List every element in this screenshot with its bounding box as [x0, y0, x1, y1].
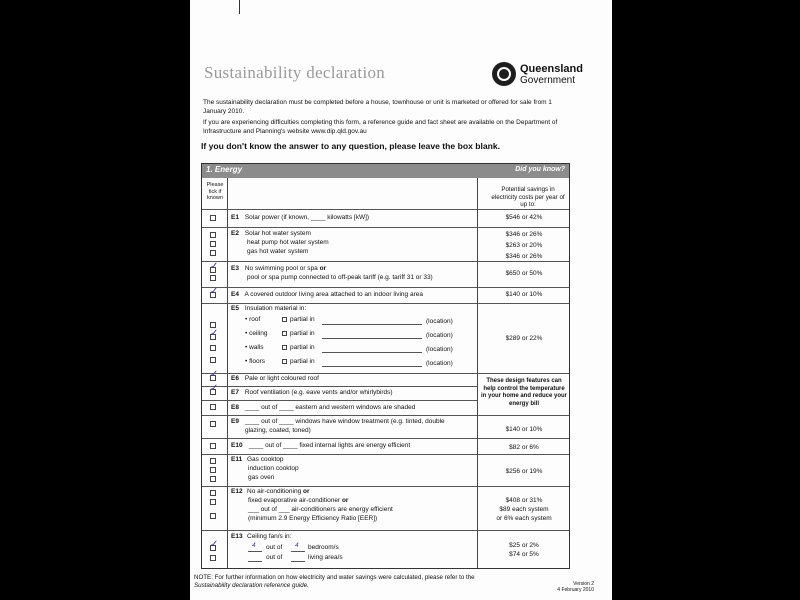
scan-mark	[239, 0, 240, 14]
e5-roof-label: • roof	[245, 316, 261, 323]
e5-saving: $289 or 22%	[505, 335, 543, 342]
tick-column-header: Please tick if known	[206, 182, 224, 201]
e12-or-2: or	[341, 497, 349, 504]
e2-code: E2	[231, 230, 239, 237]
e2-saving-2: $263 or 20%	[505, 242, 543, 249]
design-features-note: These design features can help control the temperature in your home and reduce your energy bill	[480, 378, 567, 407]
footnote-text: NOTE: For further information on how electricity and water savings were calculated, please refer to the	[194, 574, 475, 581]
e5-item-floors: floors	[249, 358, 265, 365]
e12-checkbox-1[interactable]	[210, 490, 216, 496]
e13-handwritten-2: 4	[295, 542, 299, 549]
e11-line-3: gas oven	[248, 474, 275, 481]
e5-floors-location: (location)	[426, 360, 453, 367]
e5-item-roof: roof	[249, 316, 261, 323]
declaration-page	[190, 0, 612, 600]
section-header-bar	[202, 164, 569, 178]
e5-roof-partial-checkbox[interactable]	[282, 317, 287, 322]
e9-line-1: ____ out of ____ windows have window treatment (e.g. tinted, double	[244, 418, 445, 425]
e5-row	[231, 305, 306, 312]
section-title: 1. Energy	[206, 165, 243, 174]
e13-saving-2: $74 or 5%	[509, 551, 539, 558]
row-line	[202, 261, 569, 262]
e13-line-2-end: living area/s	[308, 554, 343, 561]
e5-checkbox-floors[interactable]	[210, 357, 216, 363]
instruction-note: If you don't know the answer to any question, please leave the box blank.	[201, 141, 501, 151]
e10-code: E10	[231, 442, 243, 449]
e5-ceiling-location-field[interactable]	[322, 338, 422, 339]
e9-saving: $140 or 10%	[505, 426, 543, 433]
e5-roof-partial: partial in	[290, 316, 315, 323]
e6-row	[231, 375, 319, 382]
e11-line-1: Gas cooktop	[247, 456, 284, 463]
e7-text: Roof ventilation (e.g. eave vents and/or whirlybirds)	[244, 389, 393, 396]
e13-line-1-end: bedroom/s	[308, 544, 339, 551]
e7-row	[231, 389, 393, 396]
e12-or-1: or	[303, 488, 310, 495]
footnote-guide-title: Sustainability declaration reference guide.	[194, 581, 309, 589]
e12-code: E12	[231, 488, 243, 495]
e8-checkbox[interactable]	[210, 404, 216, 410]
e3-row	[231, 265, 326, 272]
e1-saving: $546 or 42%	[505, 214, 543, 221]
e11-code: E11	[231, 456, 243, 463]
e5-ceiling-location: (location)	[426, 332, 453, 339]
e2-row	[231, 230, 311, 237]
e8-code: E8	[231, 404, 239, 411]
e13-handwritten-1: 4	[252, 542, 256, 549]
e12-line-4: (minimum 2.9 Energy Efficiency Ratio [EER])	[248, 515, 378, 522]
e1-checkbox[interactable]	[210, 215, 216, 221]
did-you-know-label: Did you know?	[515, 166, 565, 173]
e4-checkbox[interactable]	[210, 292, 216, 298]
e12-line-2	[248, 497, 348, 504]
row-line	[202, 287, 569, 288]
e2-saving-3: $346 or 26%	[505, 253, 543, 260]
e12-row	[231, 488, 310, 495]
e5-roof-location-field[interactable]	[322, 324, 422, 325]
e8-text: ____ out of ____ eastern and western windows are shaded	[244, 404, 416, 411]
e3-saving: $650 or 50%	[505, 270, 543, 277]
e2-checkbox-1[interactable]	[210, 232, 216, 238]
e5-item-walls: walls	[249, 344, 264, 351]
e3-line-2: pool or spa pump connected to off-peak tariff (e.g. tariff 31 or 33)	[247, 274, 433, 281]
e3-code: E3	[231, 265, 239, 272]
e4-row	[231, 291, 423, 298]
e4-text: A covered outdoor living area attached to an indoor living area	[244, 291, 423, 298]
e5-ceiling-partial-checkbox[interactable]	[282, 331, 287, 336]
e13-fan-count-1[interactable]	[248, 551, 262, 552]
e13-saving-1: $25 or 2%	[509, 542, 539, 549]
row-line	[202, 454, 569, 455]
version-number: Version 2	[573, 581, 594, 587]
row-line	[202, 530, 569, 531]
e2-checkbox-3[interactable]	[210, 250, 216, 256]
e11-checkbox-1[interactable]	[210, 458, 216, 464]
e13-line-1: out of	[266, 544, 283, 551]
e5-floors-partial-checkbox[interactable]	[282, 359, 287, 364]
e5-code: E5	[231, 305, 239, 312]
row-line	[202, 386, 477, 387]
e9-row	[231, 418, 445, 425]
e2-line-2: heat pump hot water system	[247, 239, 329, 246]
e6-text: Pale or light coloured roof	[244, 375, 319, 382]
e8-row	[231, 404, 415, 411]
row-line	[202, 209, 569, 210]
logo-line-2: Government	[520, 75, 576, 86]
e13-line-2: out of	[266, 554, 283, 561]
e12-line-1: No air-conditioning	[247, 488, 304, 495]
e5-checkbox-ceiling[interactable]	[210, 334, 216, 340]
e5-floors-label: • floors	[245, 358, 265, 365]
e4-saving: $140 or 10%	[505, 291, 543, 298]
e11-checkbox-3[interactable]	[210, 476, 216, 482]
e5-roof-location: (location)	[426, 318, 453, 325]
e7-checkbox[interactable]	[210, 389, 216, 395]
e3-checkbox-2[interactable]	[210, 275, 216, 281]
e9-code: E9	[231, 418, 239, 425]
logo-line-1: Queensland	[520, 63, 583, 75]
e3-line-1: No swimming pool or spa	[244, 265, 320, 272]
e12-checkbox-2[interactable]	[210, 499, 216, 505]
row-line	[202, 438, 569, 439]
row-line	[202, 227, 569, 228]
e1-code: E1	[231, 214, 239, 221]
e5-ceiling-label: • ceiling	[245, 330, 268, 337]
e5-text: Insulation material in:	[244, 305, 307, 312]
e5-floors-location-field[interactable]	[322, 366, 422, 367]
savings-column-header: Potential savings in electricity costs per year of up to:	[491, 186, 565, 208]
e1-row	[231, 214, 369, 221]
e7-code: E7	[231, 389, 239, 396]
e10-saving: $82 or 6%	[509, 444, 539, 451]
e2-checkbox-2[interactable]	[210, 241, 216, 247]
e5-checkbox-walls[interactable]	[210, 345, 216, 351]
row-line	[202, 400, 477, 401]
e10-text: ____ out of ____ fixed internal lights are energy efficient	[248, 442, 411, 449]
e2-saving-1: $346 or 26%	[505, 231, 543, 238]
e6-code: E6	[231, 375, 239, 382]
row-line	[202, 486, 569, 487]
e9-line-2: glazing, coated, toned)	[245, 427, 311, 434]
e11-row	[231, 456, 284, 463]
e13-bedroom-count[interactable]	[291, 551, 305, 552]
version-date: 4 February 2010	[557, 587, 594, 593]
e2-line-3: gas hot water system	[247, 248, 309, 255]
e13-fan-count-2[interactable]	[248, 561, 262, 562]
e12-saving-3: or 6% each system	[496, 515, 552, 522]
energy-table	[201, 163, 570, 569]
footnote	[194, 574, 484, 590]
e13-checkbox-1[interactable]	[210, 545, 216, 551]
e3-checkbox-1[interactable]	[210, 267, 216, 273]
version-info	[557, 581, 594, 593]
e1-text: Solar power (if known, ____ kilowatts [kW])	[244, 214, 370, 221]
row-line	[202, 373, 569, 374]
e12-saving-1: $408 or 31%	[505, 497, 543, 504]
e10-row	[231, 442, 410, 449]
e12-line-2-text: fixed evaporative air-conditioner	[248, 497, 342, 504]
e12-line-3: ___ out of ___ air-conditioners are energy efficient	[248, 506, 393, 513]
e5-walls-partial-checkbox[interactable]	[282, 345, 287, 350]
e5-item-ceiling: ceiling	[249, 330, 268, 337]
form-title: Sustainability declaration	[204, 63, 386, 82]
e5-walls-location-field[interactable]	[322, 352, 422, 353]
e11-line-2: induction cooktop	[248, 465, 299, 472]
e13-checkbox-2[interactable]	[210, 555, 216, 561]
e2-line-1: Solar hot water system	[244, 230, 311, 237]
e12-checkbox-3[interactable]	[210, 513, 216, 519]
intro-paragraph-2: If you are experiencing difficulties completing this form, a reference guide and fact sheet are available on the Department of Infrastructure and Planning's website www.dip.qld.gov.au	[203, 119, 558, 135]
e5-ceiling-partial: partial in	[290, 330, 315, 337]
e10-checkbox[interactable]	[210, 443, 216, 449]
queensland-government-logo	[492, 62, 600, 90]
e5-walls-partial: partial in	[290, 344, 315, 351]
e3-or: or	[319, 265, 327, 272]
e5-walls-label: • walls	[245, 344, 264, 351]
e6-checkbox[interactable]	[210, 375, 216, 381]
e9-checkbox[interactable]	[210, 421, 216, 427]
e12-saving-2: $89 each system	[499, 506, 549, 513]
e4-code: E4	[231, 291, 239, 298]
row-line	[202, 415, 569, 416]
intro-paragraph-1: The sustainability declaration must be completed before a house, townhouse or unit is marketed or offered for sale from 1 January 2010.	[203, 99, 552, 115]
e11-checkbox-2[interactable]	[210, 467, 216, 473]
e5-floors-partial: partial in	[290, 358, 315, 365]
e13-row	[231, 533, 291, 540]
row-line	[202, 303, 569, 304]
e11-saving: $256 or 19%	[505, 468, 543, 475]
e13-text: Ceiling fan/s in:	[247, 533, 292, 540]
e5-walls-location: (location)	[426, 346, 453, 353]
crest-icon	[492, 62, 516, 86]
e13-living-count[interactable]	[291, 561, 305, 562]
e13-code: E13	[231, 533, 243, 540]
